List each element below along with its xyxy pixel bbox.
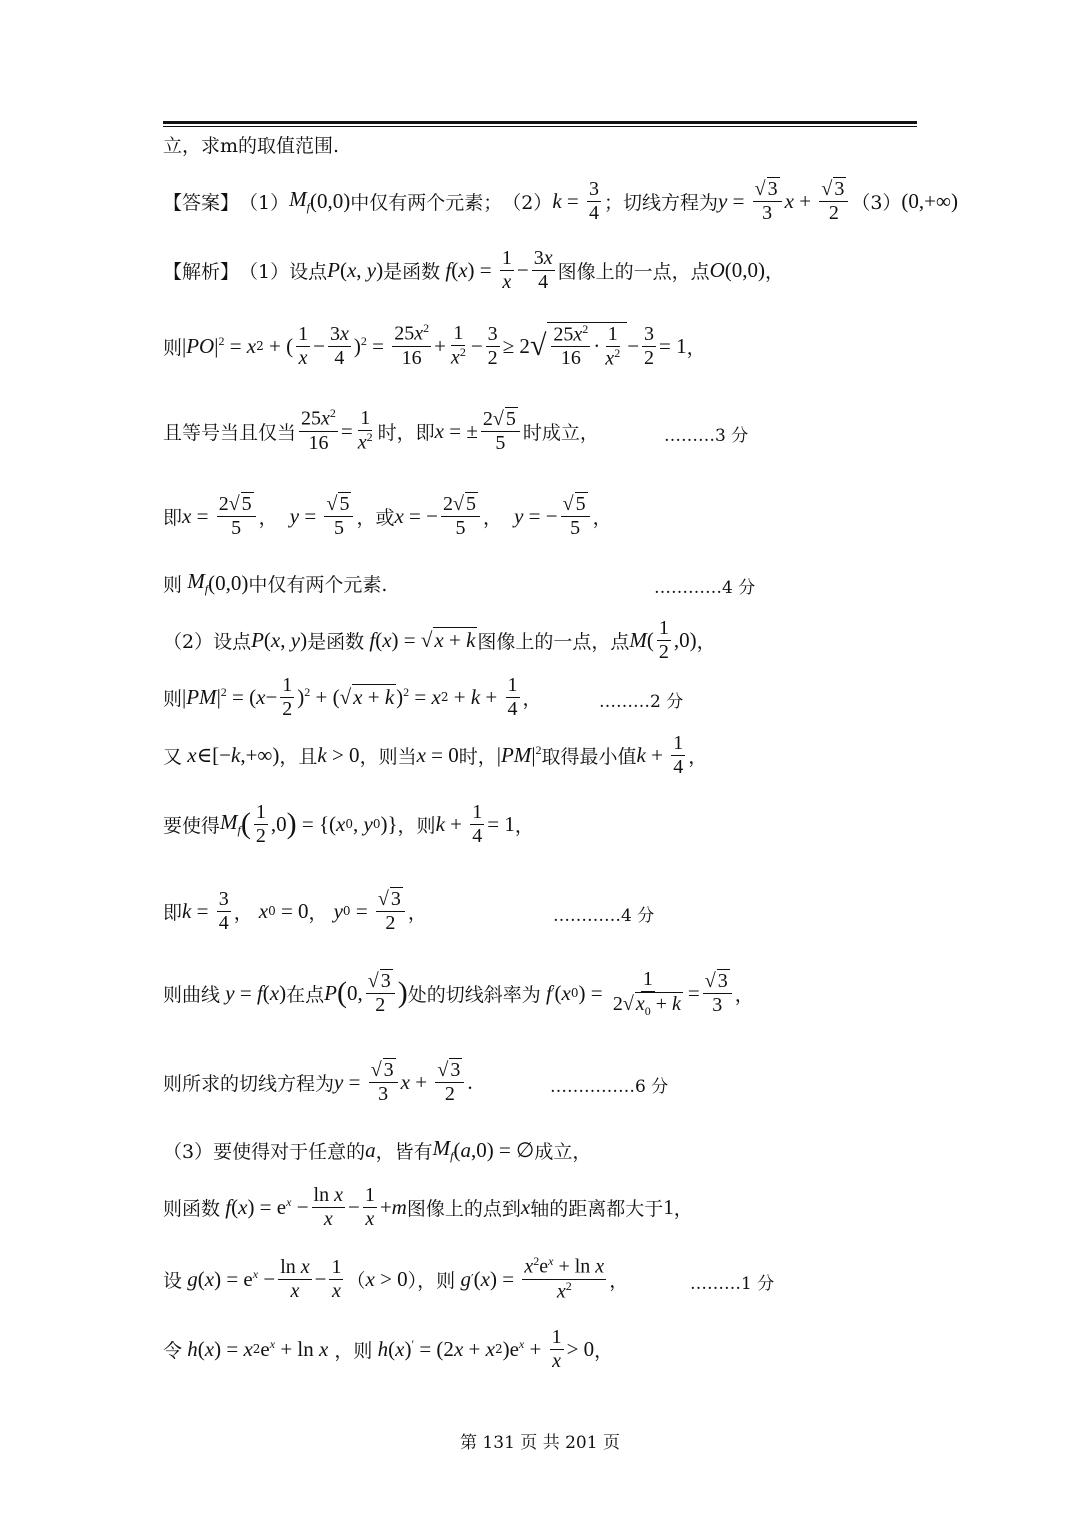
- analysis-line-13: （3）要使得对于任意的 a ，皆有 $M_f$ ( a ,0) = ∅ 成立，: [163, 1135, 592, 1164]
- analysis-line-16: 令 h ( x ) = x 2 $e^x + \ln$ x ，则 h ( x )′ = (2 x + x 2 )$e^x$ + $\frac{1}{x}$ > 0 ，: [163, 1325, 614, 1372]
- score-mark: ………1 分: [690, 1274, 775, 1294]
- analysis-line-11: 则曲线 y = f ( x ) 在点 P ( 0, √ 3 2 ) 处的切线斜率为 f ′ ( x 0 ) = $\frac{1}{2√ x_0 + k}$ = $\frac{√ 3}{3}$ ，: [163, 967, 754, 1018]
- analysis-line-15: 设 g ( x ) = $e^x$ − $\frac{\text{ln x}}{x}$ − $\frac{1}{x}$ （ x > 0 ），则 g ′ ( x ) = $\frac{x^2e^x + \ln x}{x^2}$ ，: [163, 1253, 629, 1303]
- analysis-line-3: 且等号当且仅当 $\frac{25x^2}{16}$ = $\frac{1}{x^2}$ 时，即 x = ± $\frac{2√ 5}{5}$ 时成立，: [163, 406, 599, 454]
- analysis-line-12: 则所求的切线方程为 y = $\frac{√ 3}{3}$ x + $\frac{√ 3}{2}$ .: [163, 1059, 473, 1105]
- analysis-line-6: （2）设点 P ( x , y ) 是函数 f ( x ) = √ x + k 图像上的一点，点 M ( 1 2 ,0) ，: [163, 616, 716, 663]
- analysis-line-2: 则 | PO $|^2$ = x 2 + ( 1 x − $\frac{3x}{4}$ )$^2$ = $\frac{25x^2}{16}$ + $\frac{1}{x^2}$ − $\frac{3}{2}$ ≥ 2 √ $25x^2$ 16 · 1 $x^2$ − $\frac{3}{2}$ = 1 ，: [163, 321, 706, 370]
- continued-line: 立，求m的取值范围.: [163, 134, 340, 157]
- analysis-line-10: 即 k = $\frac{3}{4}$ ， x 0 = 0 ， y 0 = $\frac{√ 3}{2}$ ，: [163, 887, 427, 934]
- answer-line: 【答案】 （1） $M_f$ (0,0) 中仅有两个元素； （2） k = $\frac{3}{4}$ ；切线方程为 y = $\frac{√ 3}{3}$ x + $\frac{√ 3}{2}$ （3） (0,+∞): [163, 177, 958, 224]
- score-mark: …………4 分: [654, 578, 756, 598]
- analysis-line-14: 则函数 f ( x ) = $e^x$ − $\frac{\text{ln x}}{x}$ − $\frac{1}{x}$ + m 图像上的点到 x 轴的距离都大于 1 ，: [163, 1183, 693, 1230]
- analysis-line-1: 【解析】 （1）设点 P ( x , y ) 是函数 f ( x ) = $\frac{1}{x}$ − $\frac{3x}{4}$ 图像上的一点，点 O (0,0) ，: [163, 246, 785, 293]
- page-footer: 第 131 页 共 201 页: [460, 1433, 620, 1453]
- analysis-line-7: 则 | PM $|^2$ = ( x − $\frac{1}{2}$ )$^2$ + (√ x + k )$^2$ = x 2 + k + $\frac{1}{4}$ ，: [163, 673, 542, 720]
- analysis-line-9: 要使得 $M_f$ ( 1 2 ,0 ) = {( x 0 , y 0 )} ，则 k + $\frac{1}{4}$ = 1 ，: [163, 800, 534, 847]
- analysis-line-4: 即 x = $\frac{2√ 5}{5}$ ， y = $\frac{√ 5}{5}$ ，或 x = − $\frac{2√ 5}{5}$ ， y = − $\frac{√ 5}{5}$ ，: [163, 493, 612, 539]
- analysis-line-5: 则 $M_f$ (0,0) 中仅有两个元素.: [163, 568, 388, 597]
- analysis-line-8: 又 x ∈[− k ,+∞) ，且 k > 0 ，则当 x = 0 时， | PM $|^2$ 取得最小值 k + $\frac{1}{4}$ ，: [163, 731, 708, 778]
- score-mark: ………3 分: [664, 426, 749, 446]
- score-mark: ……………6 分: [550, 1077, 669, 1097]
- score-mark: ………2 分: [599, 692, 684, 712]
- score-mark: …………4 分: [553, 906, 655, 926]
